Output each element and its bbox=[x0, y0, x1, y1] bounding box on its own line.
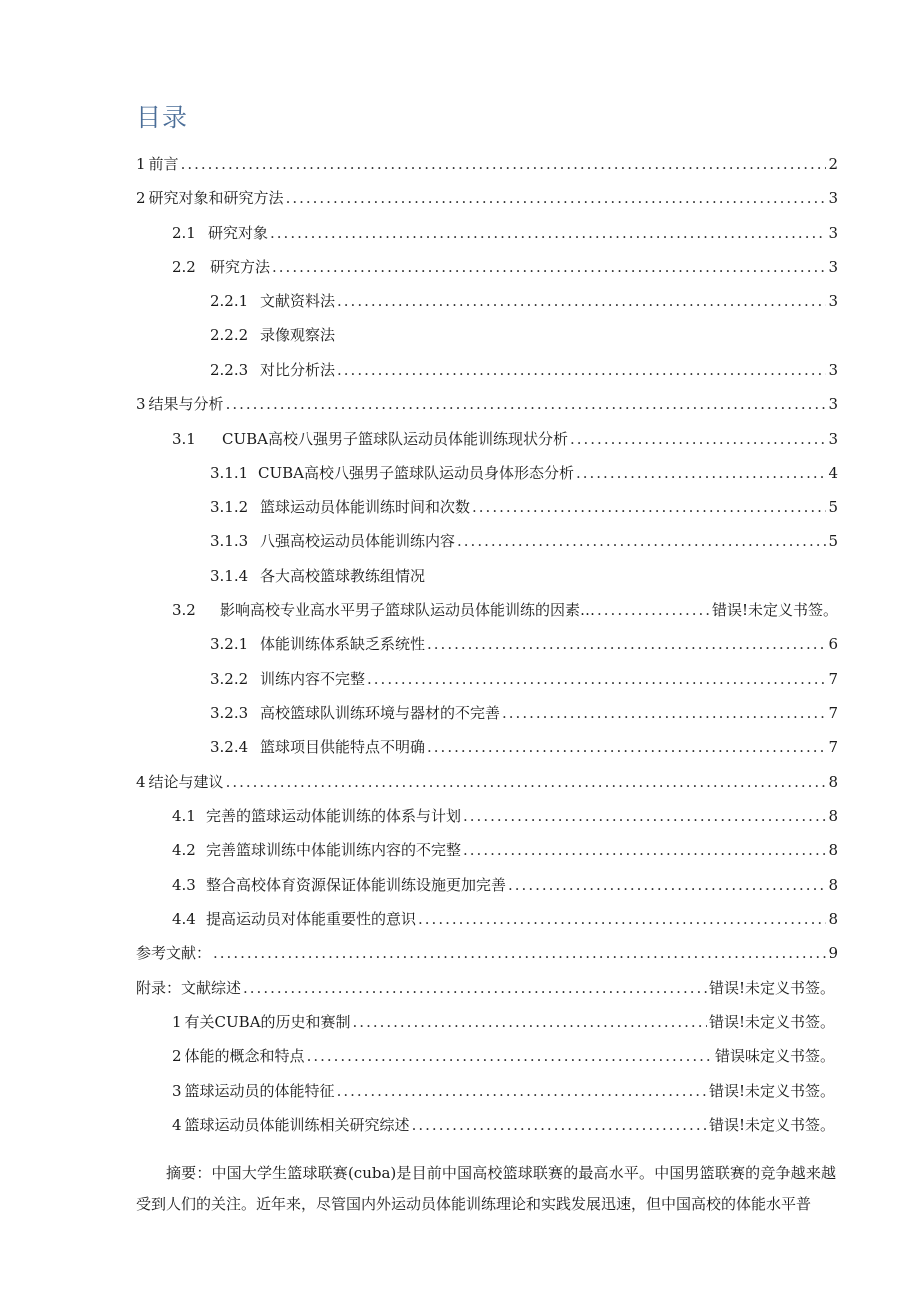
toc-entry-page: 4 bbox=[828, 464, 838, 482]
toc-entry[interactable] bbox=[136, 977, 835, 1003]
toc-entry-number: 3.2.3 bbox=[210, 704, 249, 722]
toc-entry[interactable] bbox=[172, 256, 838, 282]
toc-leader-dots bbox=[570, 430, 826, 448]
toc-entry-number: 4 bbox=[172, 1116, 182, 1134]
toc-entry-page: 8 bbox=[828, 876, 838, 894]
toc-entry-number: 1 bbox=[172, 1013, 182, 1031]
toc-entry-label: 篮球项目供能特点不明确 bbox=[260, 738, 426, 756]
toc-leader-dots bbox=[427, 635, 826, 653]
toc-entry-page: 2 bbox=[828, 155, 838, 173]
toc-entry[interactable] bbox=[172, 1114, 835, 1140]
toc-leader-dots bbox=[226, 395, 827, 413]
toc-entry-page: 8 bbox=[828, 910, 838, 928]
toc-entry-label: 录像观察法 bbox=[260, 326, 336, 344]
toc-entry-label: 整合高校体育资源保证体能训练设施更加完善 bbox=[206, 876, 507, 894]
toc-entry[interactable] bbox=[172, 874, 838, 900]
toc-entry-number: 2 bbox=[136, 189, 146, 207]
toc-entry[interactable] bbox=[136, 153, 838, 179]
toc-entry-number: 1 bbox=[136, 155, 146, 173]
toc-entry-page: 9 bbox=[828, 944, 838, 962]
toc-entry-number: 3.2.1 bbox=[210, 635, 249, 653]
toc-leader-dots bbox=[243, 979, 707, 997]
toc-entry[interactable] bbox=[136, 942, 838, 968]
toc-entry-page: 8 bbox=[828, 807, 838, 825]
toc-entry-number: 2 bbox=[172, 1047, 182, 1065]
toc-entry-label: 篮球运动员体能训练相关研究综述 bbox=[184, 1116, 410, 1134]
toc-leader-dots bbox=[181, 155, 827, 173]
toc-entry[interactable] bbox=[210, 359, 838, 385]
abstract-paragraph: 摘要：中国大学生篮球联赛(cuba)是目前中国高校篮球联赛的最高水平。中国男篮联赛的竞争越来越受到人们的关注。近年来，尽管国内外运动员体能训练理论和实践发展迅速，但中国高校的体能水平普 bbox=[136, 1164, 836, 1213]
toc-entry-page: 3 bbox=[828, 224, 838, 242]
toc-leader-dots bbox=[508, 876, 826, 894]
toc-entry[interactable] bbox=[172, 1011, 835, 1037]
toc-entry-label: CUBA高校八强男子篮球队运动员体能训练现状分析 bbox=[222, 430, 568, 448]
toc-entry-page: 8 bbox=[828, 773, 838, 791]
toc-entry[interactable] bbox=[136, 771, 838, 797]
toc-entry[interactable] bbox=[172, 1080, 835, 1106]
toc-leader-dots bbox=[367, 670, 826, 688]
toc-entry-label: 八强高校运动员体能训练内容 bbox=[260, 532, 456, 550]
toc-entry[interactable] bbox=[172, 599, 838, 625]
toc-leader-dots bbox=[576, 464, 826, 482]
toc-entry[interactable] bbox=[210, 462, 838, 488]
toc-entry-number: 3.1.2 bbox=[210, 498, 249, 516]
toc-entry[interactable] bbox=[210, 324, 838, 350]
toc-entry-number: 2.2.1 bbox=[210, 292, 249, 310]
toc-entry-number: 3.2 bbox=[172, 601, 196, 619]
toc-entry-page: 3 bbox=[828, 430, 838, 448]
toc-leader-dots bbox=[427, 738, 826, 756]
toc-entry[interactable] bbox=[136, 393, 838, 419]
toc-entry-label: 影响高校专业高水平男子篮球队运动员体能训练的因素… bbox=[220, 601, 596, 619]
toc-entry-number: 3.1 bbox=[172, 430, 196, 448]
toc-entry-label: 各大高校篮球教练组情况 bbox=[260, 567, 426, 585]
toc-leader-dots bbox=[457, 532, 826, 550]
toc-entry[interactable] bbox=[210, 668, 838, 694]
toc-entry-page: 错误!未定义书签。 bbox=[708, 1116, 835, 1134]
toc-entry[interactable] bbox=[172, 839, 838, 865]
toc-leader-dots bbox=[226, 773, 827, 791]
toc-entry[interactable] bbox=[172, 428, 838, 454]
toc-leader-dots bbox=[337, 1082, 707, 1100]
toc-entry-label: 研究对象 bbox=[208, 224, 269, 242]
toc-entry-label: 结果与分析 bbox=[148, 395, 224, 413]
toc-entry-number: 4.2 bbox=[172, 841, 196, 859]
toc-entry-page: 3 bbox=[828, 361, 838, 379]
toc-entry-page: 错误!未定义书签。 bbox=[711, 601, 838, 619]
toc-leader-dots bbox=[463, 807, 826, 825]
toc-entry-number: 4.4 bbox=[172, 910, 196, 928]
toc-entry-page: 7 bbox=[828, 738, 838, 756]
toc-entry-page: 错误!未定义书签。 bbox=[708, 1013, 835, 1031]
toc-entry-label: 有关CUBA的历史和赛制 bbox=[184, 1013, 351, 1031]
toc-entry-number: 3.2.2 bbox=[210, 670, 249, 688]
toc-entry-label: 体能训练体系缺乏系统性 bbox=[260, 635, 426, 653]
toc-entry-number: 3.1.4 bbox=[210, 567, 249, 585]
toc-entry[interactable] bbox=[210, 496, 838, 522]
toc-entry-label: 训练内容不完整 bbox=[260, 670, 366, 688]
toc-entry-label: 附录：文献综述 bbox=[136, 979, 242, 997]
toc-leader-dots bbox=[337, 361, 826, 379]
toc-entry-page: 3 bbox=[828, 258, 838, 276]
toc-leader-dots bbox=[597, 601, 710, 619]
toc-entry-number: 3 bbox=[172, 1082, 182, 1100]
toc-entry[interactable] bbox=[210, 290, 838, 316]
toc-entry-page: 错误!未定义书签。 bbox=[708, 979, 835, 997]
toc-entry[interactable] bbox=[172, 1045, 835, 1071]
toc-entry-page: 6 bbox=[828, 635, 838, 653]
toc-entry-page: 错误!未定义书签。 bbox=[708, 1082, 835, 1100]
toc-leader-dots bbox=[502, 704, 826, 722]
toc-entry-page: 7 bbox=[828, 670, 838, 688]
toc-leader-dots bbox=[412, 1116, 707, 1134]
toc-entry-label: 篮球运动员体能训练时间和次数 bbox=[260, 498, 471, 516]
toc-entry-page: 3 bbox=[828, 292, 838, 310]
toc-entry-label: 结论与建议 bbox=[148, 773, 224, 791]
toc-entry-page: 7 bbox=[828, 704, 838, 722]
toc-entry[interactable] bbox=[172, 222, 838, 248]
toc-entry-label: 对比分析法 bbox=[260, 361, 336, 379]
toc-leader-dots bbox=[472, 498, 826, 516]
toc-entry-label: 提高运动员对体能重要性的意识 bbox=[206, 910, 417, 928]
toc-entry-label: 体能的概念和特点 bbox=[184, 1047, 305, 1065]
toc-entry-number: 4.1 bbox=[172, 807, 196, 825]
toc-entry-page: 3 bbox=[828, 189, 838, 207]
toc-entry-page: 5 bbox=[828, 498, 838, 516]
toc-entry-number: 3.1.1 bbox=[210, 464, 249, 482]
toc-entry-page: 3 bbox=[828, 395, 838, 413]
toc-entry-label: 研究对象和研究方法 bbox=[148, 189, 284, 207]
toc-entry-number: 2.2 bbox=[172, 258, 196, 276]
toc-entry[interactable] bbox=[210, 565, 838, 591]
toc-entry-label: 参考文献： bbox=[136, 944, 212, 962]
toc-title: 目录 bbox=[136, 103, 189, 132]
toc-leader-dots bbox=[270, 224, 826, 242]
toc-entry-page: 错误味定义书签。 bbox=[714, 1047, 835, 1065]
toc-entry-page: 5 bbox=[828, 532, 838, 550]
toc-entry[interactable] bbox=[210, 702, 838, 728]
toc-entry-number: 3 bbox=[136, 395, 146, 413]
toc-entry[interactable] bbox=[210, 530, 838, 556]
toc-entry-number: 3.1.3 bbox=[210, 532, 249, 550]
toc-leader-dots bbox=[353, 1013, 707, 1031]
toc-leader-dots bbox=[418, 910, 826, 928]
toc-entry-number: 3.2.4 bbox=[210, 738, 249, 756]
toc-entry[interactable] bbox=[172, 805, 838, 831]
toc-entry-number: 4.3 bbox=[172, 876, 196, 894]
toc-entry-label: CUBA高校八强男子篮球队运动员身体形态分析 bbox=[258, 464, 574, 482]
toc-entry[interactable] bbox=[172, 908, 838, 934]
toc-entry-label: 前言 bbox=[148, 155, 179, 173]
toc-entry-label: 高校篮球队训练环境与器材的不完善 bbox=[260, 704, 501, 722]
toc-entry-number: 2.2.3 bbox=[210, 361, 249, 379]
toc-leader-dots bbox=[337, 292, 826, 310]
toc-entry[interactable] bbox=[210, 736, 838, 762]
toc-entry-number: 4 bbox=[136, 773, 146, 791]
toc-entry-label: 完善的篮球运动体能训练的体系与计划 bbox=[206, 807, 462, 825]
toc-leader-dots bbox=[213, 944, 826, 962]
toc-entry[interactable] bbox=[210, 633, 838, 659]
toc-entry-label: 研究方法 bbox=[210, 258, 271, 276]
toc-leader-dots bbox=[307, 1047, 713, 1065]
toc-entry-label: 完善篮球训练中体能训练内容的不完整 bbox=[206, 841, 462, 859]
toc-entry-label: 文献资料法 bbox=[260, 292, 336, 310]
toc-leader-dots bbox=[463, 841, 826, 859]
toc-entry-label: 篮球运动员的体能特征 bbox=[184, 1082, 335, 1100]
toc-entry-number: 2.1 bbox=[172, 224, 196, 242]
toc-leader-dots bbox=[286, 189, 827, 207]
toc-entry-page: 8 bbox=[828, 841, 838, 859]
toc-leader-dots bbox=[272, 258, 826, 276]
toc-entry-number: 2.2.2 bbox=[210, 326, 249, 344]
toc-entry[interactable] bbox=[136, 187, 838, 213]
